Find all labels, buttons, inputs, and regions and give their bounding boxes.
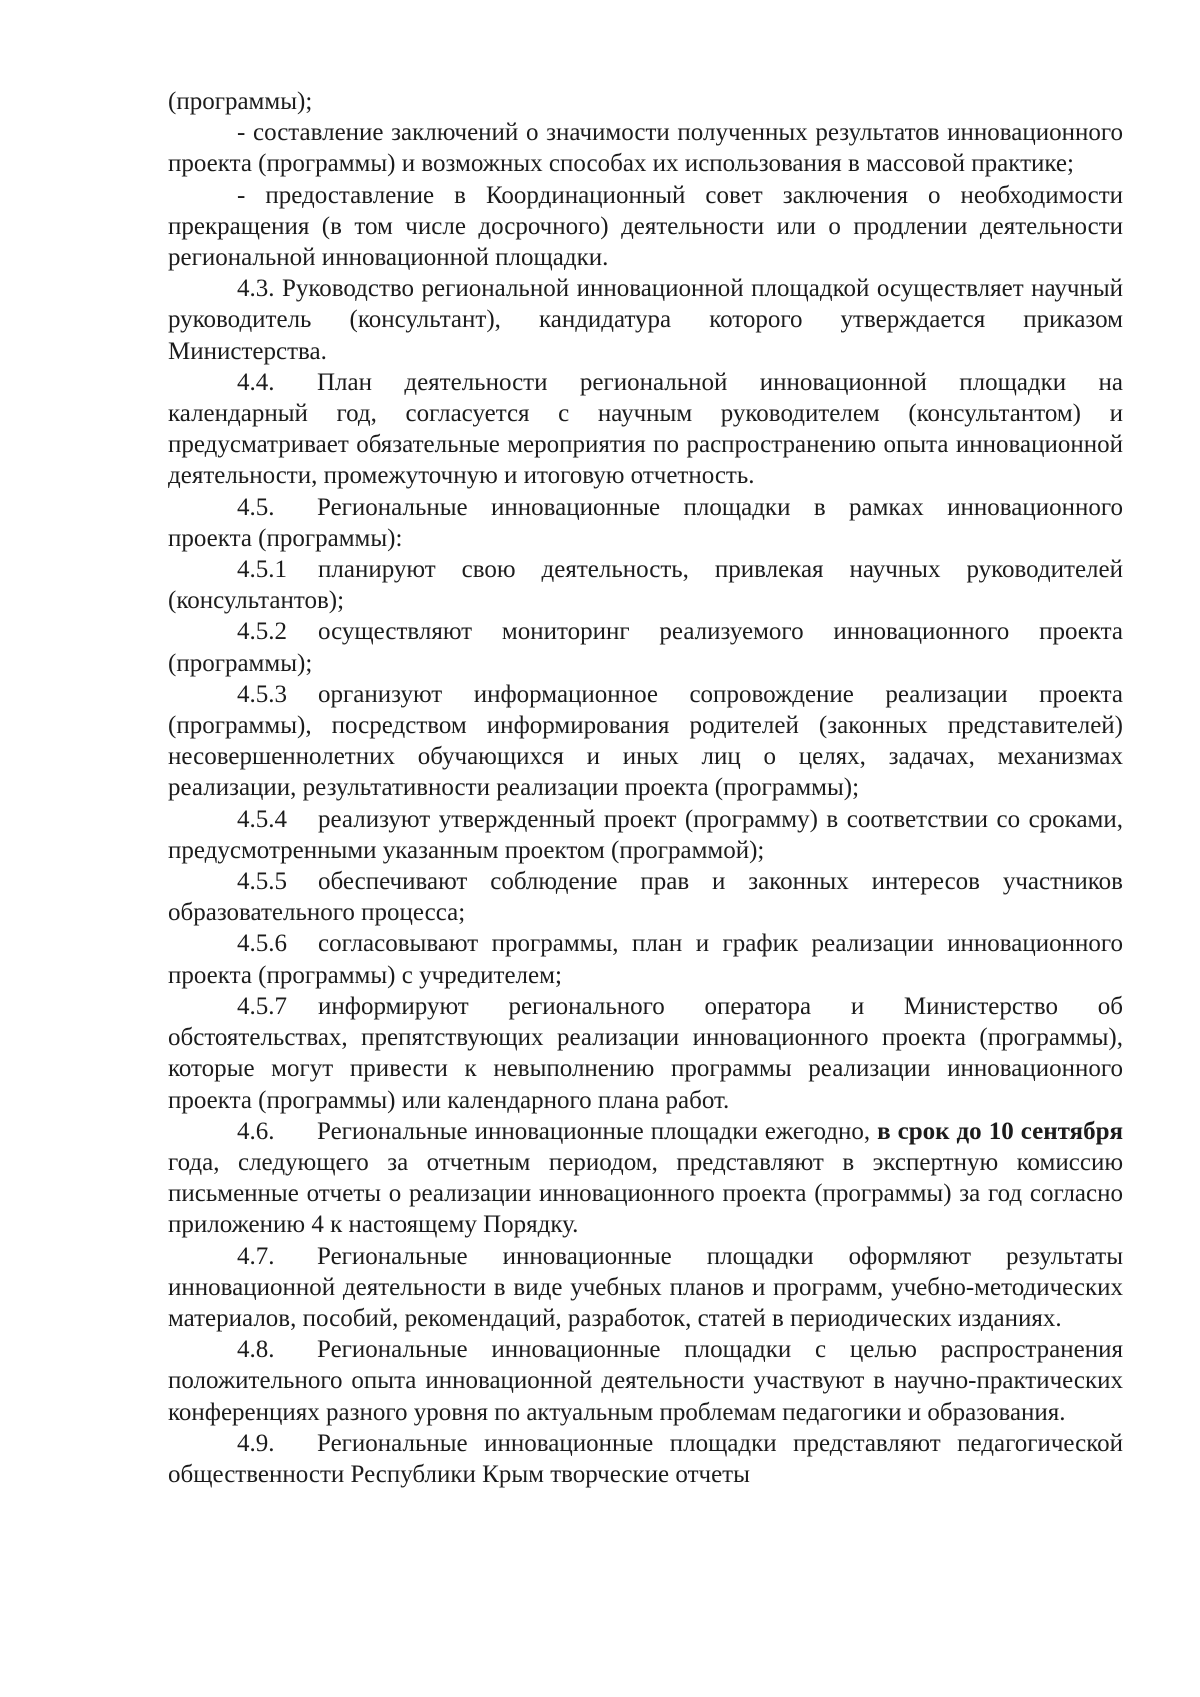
paragraph-4-5-7	[168, 991, 1123, 1116]
paragraph-text: Региональные инновационные площадки в рамках инновационного проекта (программы):	[168, 493, 1123, 552]
paragraph-4-5-2	[168, 616, 1123, 678]
paragraph-text: Региональные инновационные площадки ежегодно,	[317, 1117, 878, 1145]
document-page	[168, 86, 1123, 1490]
paragraph-4-5-1	[168, 554, 1123, 616]
paragraph-4-5	[168, 492, 1123, 554]
paragraph-conclusions: - составление заключений о значимости полученных результатов инновационного проекта (программы) и возможных способах их использования в массовой практике;	[168, 119, 1123, 178]
paragraph-4-9	[168, 1428, 1123, 1490]
paragraph-4-4	[168, 367, 1123, 492]
paragraph-number: 4.4.	[237, 368, 275, 396]
paragraph-text: обеспечивают соблюдение прав и законных интересов участников образовательного процесса;	[168, 868, 1123, 927]
paragraph-text: информируют регионального оператора и Министерство об обстоятельствах, препятствующих реализации инновационного проекта (программы), которые могут привести к невыполнению программы реализации инновационного проекта (программы) или календарного плана работ.	[168, 992, 1123, 1114]
paragraph-number: 4.8.	[237, 1336, 275, 1364]
paragraph-council: - предоставление в Координационный совет заключения о необходимости прекращения (в том числе досрочного) деятельности или о продлении деятельности региональной инновационной площадки.	[168, 181, 1123, 272]
paragraph-text-cont: года, следующего за отчетным периодом, представляют в экспертную комиссию письменные отчеты о реализации инновационного проекта (программы) за год согласно приложению 4 к настоящему Порядку.	[168, 1148, 1123, 1239]
paragraph-number: 4.5.3	[237, 680, 287, 708]
paragraph-text: организуют информационное сопровождение реализации проекта (программы), посредством информирования родителей (законных представителей) несовершеннолетних обучающихся и иных лиц о целях, задачах, механизмах реализации, результативности реализации проекта (программы);	[168, 680, 1123, 802]
paragraph-text: Региональные инновационные площадки представляют педагогической общественности Республики Крым творческие отчеты	[168, 1429, 1123, 1488]
paragraph-4-3: 4.3. Руководство региональной инновационной площадкой осуществляет научный руководитель (консультант), кандидатура которого утверждается приказом Министерства.	[168, 275, 1123, 365]
paragraph-number: 4.5.1	[237, 556, 287, 584]
paragraph-4-6	[168, 1116, 1123, 1241]
paragraph-text: осуществляют мониторинг реализуемого инновационного проекта (программы);	[168, 618, 1123, 677]
paragraph-text: согласовывают программы, план и график реализации инновационного проекта (программы) с учредителем;	[168, 930, 1123, 989]
paragraph-number: 4.5.5	[237, 868, 287, 896]
paragraph-number: 4.5.	[237, 493, 275, 521]
paragraph-4-8	[168, 1334, 1123, 1428]
paragraph-continuation: (программы);	[168, 88, 313, 115]
paragraph-text: реализуют утвержденный проект (программу) в соответствии со сроками, предусмотренными указанным проектом (программой);	[168, 805, 1123, 864]
paragraph-4-5-5	[168, 866, 1123, 928]
paragraph-number: 4.5.2	[237, 618, 287, 646]
paragraph-number: 4.9.	[237, 1429, 275, 1457]
paragraph-number: 4.6.	[237, 1117, 275, 1145]
paragraph-4-7	[168, 1241, 1123, 1335]
paragraph-number: 4.5.4	[237, 805, 287, 833]
paragraph-number: 4.7.	[237, 1242, 275, 1270]
paragraph-text: Региональные инновационные площадки оформляют результаты инновационной деятельности в виде учебных планов и программ, учебно-методических материалов, пособий, рекомендаций, разработок, статей в периодических изданиях.	[168, 1242, 1123, 1332]
paragraph-number: 4.5.7	[237, 992, 287, 1020]
paragraph-text: План деятельности региональной инновационной площадки на календарный год, согласуется с научным руководителем (консультантом) и предусматривает обязательные мероприятия по распространению опыта инновационной деятельности, промежуточную и итоговую отчетность.	[168, 368, 1123, 490]
paragraph-text: Региональные инновационные площадки с целью распространения положительного опыта инновационной деятельности участвуют в научно-практических конференциях разного уровня по актуальным проблемам педагогики и образования.	[168, 1336, 1123, 1426]
paragraph-text: планируют свою деятельность, привлекая научных руководителей (консультантов);	[168, 556, 1123, 615]
paragraph-number: 4.5.6	[237, 930, 287, 958]
deadline-emphasis: в срок до 10 сентября	[877, 1117, 1123, 1145]
paragraph-4-5-6	[168, 928, 1123, 990]
paragraph-4-5-3	[168, 679, 1123, 804]
paragraph-4-5-4	[168, 804, 1123, 866]
